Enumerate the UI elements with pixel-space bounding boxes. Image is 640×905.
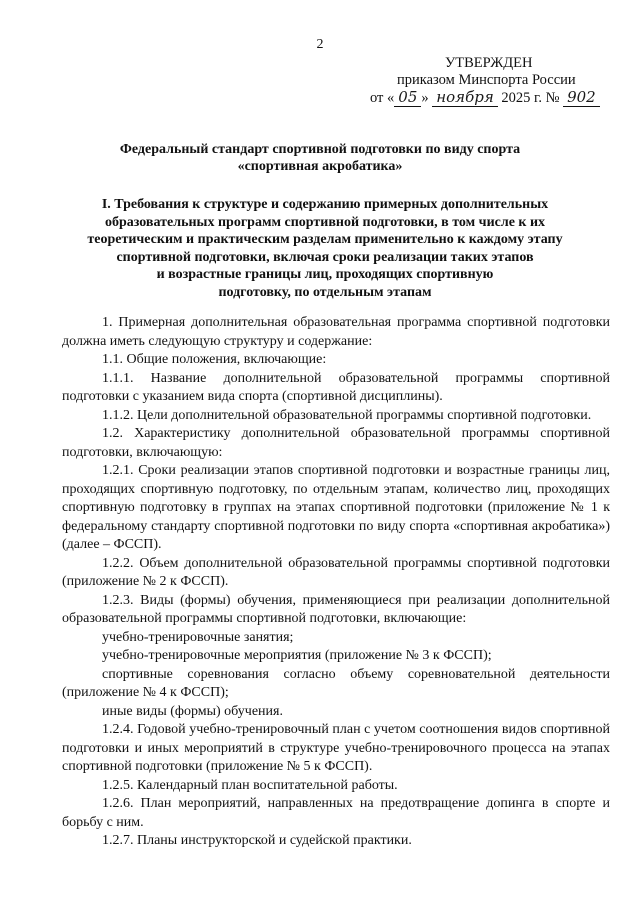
paragraph: 1.2.2. Объем дополнительной образовательной программы спортивной подготовки (приложение № 2 к ФССП). xyxy=(62,555,610,589)
list-item: спортивные соревнования согласно объему соревновательной деятельности (приложение № 4 к ФССП); xyxy=(62,666,610,700)
paragraph: 1.2.4. Годовой учебно-тренировочный план с учетом соотношения видов спортивной подготовки и иных мероприятий в структуре учебно-тренировочного процесса на этапах спортивной подготовки (приложение № 5 к ФССП). xyxy=(62,722,610,774)
paragraph: 1.2.5. Календарный план воспитательной работы. xyxy=(102,777,398,793)
paragraph: 1.1.1. Название дополнительной образовательной программы спортивной подготовки с указанием вида спорта (спортивной дисциплины). xyxy=(62,370,610,404)
paragraph: 1.1. Общие положения, включающие: xyxy=(102,352,327,367)
section-title-line: I. Требования к структуре и содержанию примерных дополнительных xyxy=(101,197,549,212)
section-title-line: спортивной подготовки, включая сроки реализации таких этапов xyxy=(116,249,534,265)
list-item: учебно-тренировочные занятия; xyxy=(102,629,294,645)
paragraph: 1.1.2. Цели дополнительной образовательной программы спортивной подготовки. xyxy=(102,407,592,423)
handwritten-day: 05 xyxy=(394,88,421,107)
paragraph: 1.2. Характеристику дополнительной образовательной программы спортивной подготовки, включающую: xyxy=(62,426,610,460)
paragraph: 1.2.1. Сроки реализации этапов спортивной подготовки и возрастные границы лиц, проходящих спортивную подготовку, по отдельным этапам, количество лиц, проходящих спортивную подготовку в группах на этапах спортивной подготовки (приложение № 1 к федеральному стандарту спортивной подготовки по виду спорта «спортивная акробатика») (далее – ФССП). xyxy=(62,463,610,552)
document-body xyxy=(62,314,610,851)
section-title-line: и возрастные границы лиц, проходящих спортивную xyxy=(156,267,494,282)
page-number: 2 xyxy=(316,37,324,52)
approval-date-line xyxy=(370,89,620,107)
document-title-line: Федеральный стандарт спортивной подготовки по виду спорта xyxy=(119,142,521,157)
paragraph: 1.2.3. Виды (формы) обучения, применяющиеся при реализации дополнительной образовательной программы спортивной подготовки, включающие: xyxy=(62,592,610,626)
paragraph: 1. Примерная дополнительная образовательная программа спортивной подготовки должна иметь следующую структуру и содержание: xyxy=(62,315,610,349)
date-year: 2025 г. № xyxy=(501,90,560,106)
date-mid: » xyxy=(421,90,429,106)
date-prefix: от « xyxy=(370,90,395,106)
section-title-line: подготовку, по отдельным этапам xyxy=(218,284,432,300)
approval-order: приказом Минспорта России xyxy=(397,72,576,88)
section-title-line: образовательных программ спортивной подготовки, в том числе к их xyxy=(104,214,546,230)
section-title xyxy=(60,196,590,301)
document-title xyxy=(60,141,580,175)
approval-block xyxy=(370,55,620,107)
approval-title: УТВЕРЖДЕН xyxy=(445,55,533,71)
handwritten-month: ноября xyxy=(432,88,498,107)
list-item: иные виды (формы) обучения. xyxy=(102,703,283,719)
list-item: учебно-тренировочные мероприятия (приложение № 3 к ФССП); xyxy=(102,648,492,663)
handwritten-number: 902 xyxy=(563,88,600,107)
paragraph: 1.2.7. Планы инструкторской и судейской практики. xyxy=(102,833,412,848)
paragraph: 1.2.6. План мероприятий, направленных на предотвращение допинга в спорте и борьбу с ним. xyxy=(62,796,610,830)
document-title-line: «спортивная акробатика» xyxy=(237,159,403,174)
section-title-line: теоретическим и практическим разделам применительно к каждому этапу xyxy=(87,232,563,247)
